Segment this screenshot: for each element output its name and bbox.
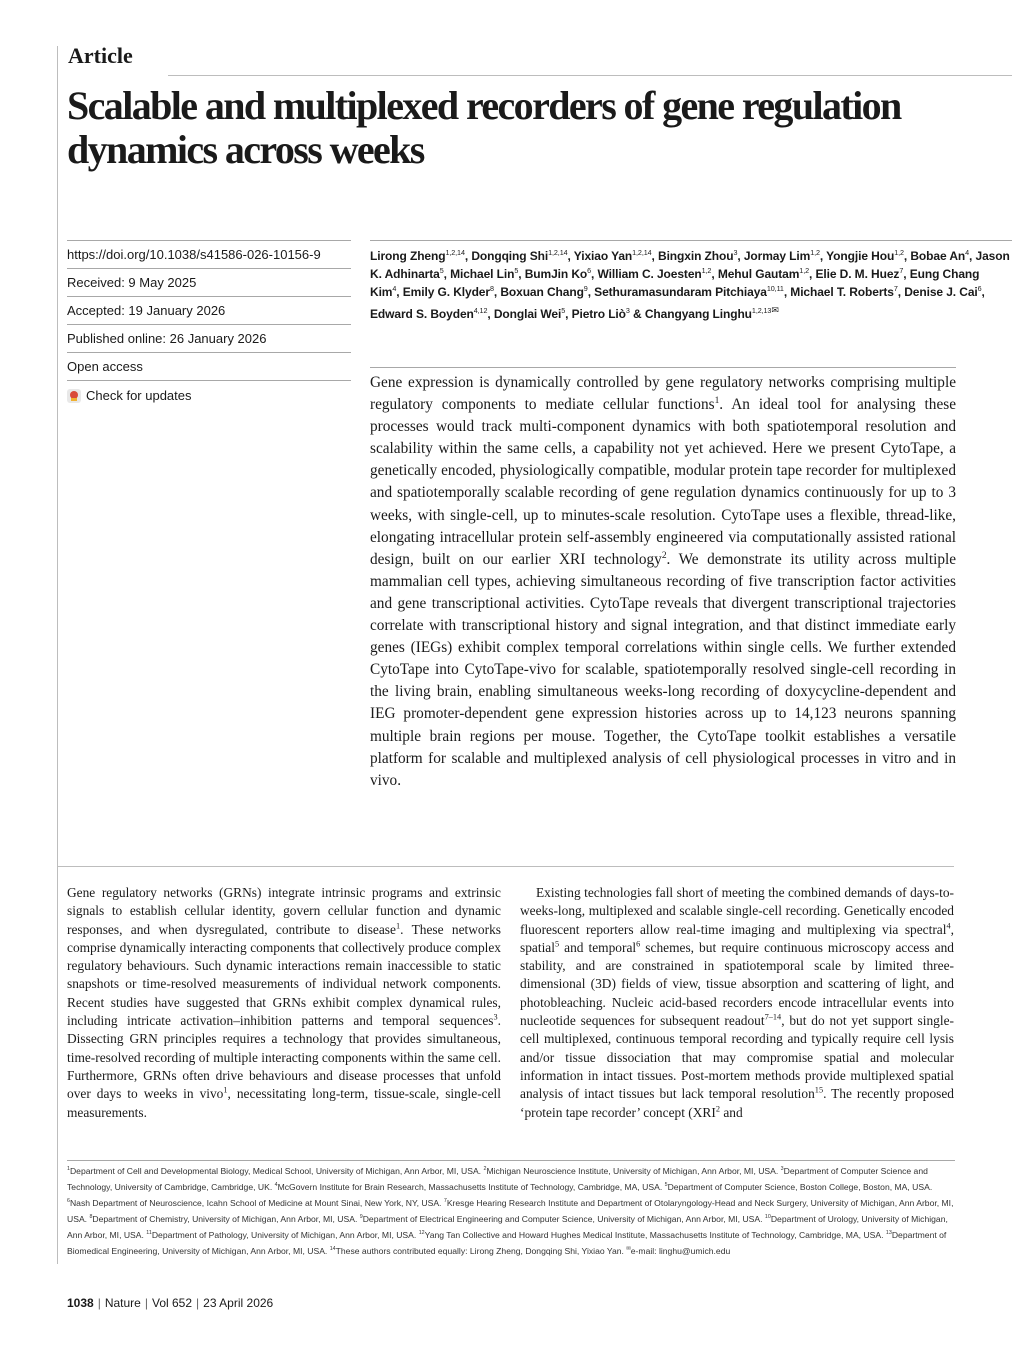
text-run: and temporal: [559, 939, 637, 955]
text-run: Department of Urology, University of Michigan, Ann Arbor, MI, USA.: [67, 1214, 948, 1240]
text-run: Yang Tan Collective and Howard Hughes Medical Institute, Massachusetts Institute of Technology, Cambridge, MA, USA.: [424, 1230, 886, 1240]
author-name[interactable]: Michael Lin: [450, 267, 515, 281]
citation-superscript: 1: [223, 1085, 228, 1095]
text-run: Existing technologies fall short of meeting the combined demands of days-to-weeks-long, multiplexed and scalable single-cell recording. Genetically encoded fluorescent reporters allow real-time imaging and multiplexing via spectral: [520, 885, 954, 937]
citation-superscript: 10: [764, 1214, 771, 1221]
text-run: These authors contributed equally: Lirong Zheng, Dongqing Shi, Yixiao Yan.: [335, 1246, 627, 1256]
author-affiliation: 6: [977, 284, 982, 293]
text-run: Nash Department of Neuroscience, Icahn School of Medicine at Mount Sinai, New York, NY, USA.: [69, 1198, 444, 1208]
citation-superscript: 7: [443, 1198, 447, 1205]
text-run: Department of Computer Science and Technology, University of Cambridge, Cambridge, UK.: [67, 1166, 928, 1192]
author-affiliation: 1,2,14: [548, 248, 568, 257]
left-margin-rule: [57, 46, 58, 1264]
author-name[interactable]: Lirong Zheng: [370, 249, 446, 263]
author-affiliation: 9: [583, 284, 588, 293]
page-number: 1038: [67, 1296, 94, 1310]
citation-superscript: 8: [89, 1214, 93, 1221]
author-name[interactable]: Yongjie Hou: [826, 249, 895, 263]
journal-name: Nature: [104, 1296, 141, 1310]
author-affiliation: 1,2,13: [751, 306, 772, 315]
citation-superscript: 1: [67, 1166, 70, 1173]
author-name[interactable]: Elie D. M. Huez: [815, 267, 900, 281]
author-name[interactable]: Dongqing Shi: [471, 249, 549, 263]
body-column-right: [520, 884, 954, 1122]
citation-superscript: 6: [636, 939, 641, 949]
author-name[interactable]: Changyang Linghu: [644, 307, 752, 321]
author-name[interactable]: Denise J. Cai: [904, 285, 978, 299]
author-name[interactable]: Bingxin Zhou: [658, 249, 734, 263]
citation-superscript: 2: [715, 1104, 720, 1114]
doi-link[interactable]: https://doi.org/10.1038/s41586-026-10156-9: [67, 240, 351, 268]
author-affiliation: 7: [899, 266, 904, 275]
text-run: McGovern Institute for Brain Research, Massachusetts Institute of Technology, Cambridge, MA, USA.: [277, 1182, 665, 1192]
author-name[interactable]: Eung Chang Kim: [370, 267, 980, 299]
citation-superscript: 5: [554, 939, 560, 949]
text-run: Gene regulatory networks (GRNs) integrate intrinsic programs and extrinsic signals to establish cellular identity, govern cellular function and dynamic responses, and when dysregulated, contribute to disease: [67, 885, 501, 937]
text-run: . These networks comprise dynamically interacting components that collectively produce complex regulatory behaviours. Such dynamic interactions remain inaccessible to static snapshots or time-resolved measurements of individual network components. Recent studies have suggested that GRNs exhibit complex dynamical rules, including intricate activation–inhibition patterns and temporal sequences: [67, 921, 501, 1029]
text-run: and: [719, 1104, 743, 1120]
citation-superscript: 9: [359, 1214, 363, 1221]
text-run: Kresge Hearing Research Institute and Department of Otolaryngology-Head and Neck Surgery, University of Michigan, Ann Arbor, MI, USA.: [67, 1198, 954, 1224]
text-run: Department of Cell and Developmental Biology, Medical School, University of Michigan, Ann Arbor, MI, USA.: [69, 1166, 484, 1176]
text-run: Department of Biomedical Engineering, University of Michigan, Ann Arbor, MI, USA.: [67, 1230, 947, 1256]
citation-superscript: 6: [67, 1198, 70, 1205]
received-date: Received: 9 May 2025: [67, 268, 351, 296]
header-rule: [168, 75, 1012, 76]
text-run: , necessitating long-term, tissue-scale, single-cell measurements.: [67, 1086, 501, 1120]
author-affiliation: 1,2,14: [632, 248, 652, 257]
author-affiliation: 4,12: [473, 306, 488, 315]
author-affiliation: 3: [733, 248, 738, 257]
abstract: [370, 367, 956, 792]
article-title: Scalable and multiplexed recorders of gene regulation dynamics across weeks: [67, 83, 901, 172]
open-access-label: Open access: [67, 352, 351, 381]
author-affiliation: 7: [893, 284, 898, 293]
issue-date: 23 April 2026: [203, 1296, 274, 1310]
author-name[interactable]: Edward S. Boyden: [370, 307, 474, 321]
author-name[interactable]: Mehul Gautam: [717, 267, 800, 281]
author-affiliation: 4: [965, 248, 970, 257]
text-run: schemes, but require continuous microscopy access and stability, and are constrained in spatiotemporal scale by limited three-dimensional (3D) fields of view, tissue absorption and scattering of light, and photobleaching. Nucleic acid-based recorders encode intracellular events into nucleotide sequences for subsequent readout: [520, 939, 955, 1029]
author-name[interactable]: Bobae An: [910, 249, 966, 263]
author-name[interactable]: Sethuramasundaram Pitchiaya: [594, 285, 767, 299]
citation-superscript: 3: [493, 1012, 498, 1022]
check-for-updates-button[interactable]: [67, 381, 351, 410]
author-name[interactable]: Pietro Liò: [571, 307, 626, 321]
page-footer: 1038 | Nature | Vol 652 | 23 April 2026: [67, 1296, 274, 1310]
text-run: e-mail: linghu@umich.edu: [630, 1246, 731, 1256]
author-affiliation: 1,2: [810, 248, 820, 257]
citation-superscript: 2: [661, 550, 667, 561]
citation-superscript: 3: [780, 1166, 784, 1173]
text-run: . We demonstrate its utility across multiple mammalian cell types, achieving simultaneous recording of five transcription factor activities and gene transcriptional activities. CytoTape reveals that divergent transcriptional trajectories correlate with transcriptional history and signal integration, and that distinct immediate early genes (IEGs) exhibit complex temporal correlations within single cells. We further extended CytoTape into CytoTape-vivo for scalable, spatiotemporally resolved single-cell recording in the living brain, enabling simultaneous weeks-long recording of doxycycline-dependent and IEG promoter-dependent gene expression histories across up to 14,123 neurons spanning multiple brain regions per mouse. Together, the CytoTape toolkit establishes a versatile platform for scalable and multiplexed analysis of cell physiological processes in vitro and in vivo.: [370, 550, 957, 789]
citation-superscript: 15: [814, 1085, 824, 1095]
text-run: , but do not yet support single-cell multiplexed, continuous temporal recording and typically require cell lysis and/or tissue dissociation that may compromise spatial and molecular information in intact tissues. Post-mortem methods provide multiplexed spatial analysis of intact tissues but lack temporal resolution: [520, 1013, 955, 1102]
citation-superscript: 4: [274, 1182, 278, 1189]
volume-label: Vol 652: [151, 1296, 193, 1310]
author-name[interactable]: BumJin Ko: [524, 267, 588, 281]
author-affiliation: 1,2: [894, 248, 904, 257]
text-run: . Dissecting GRN principles requires a technology that provides simultaneous, time-resolved recording of multiple interacting components within the same cell. Furthermore, GRNs often drive behaviours and disease processes that unfold over days to weeks in vivo: [67, 1013, 501, 1102]
text-run: Michigan Neuroscience Institute, University of Michigan, Ann Arbor, MI, USA.: [486, 1166, 781, 1176]
accepted-date: Accepted: 19 January 2026: [67, 296, 351, 324]
text-run: , spatial: [520, 921, 954, 955]
article-metadata: [67, 240, 351, 410]
check-for-updates-label: Check for updates: [86, 388, 192, 403]
citation-superscript: 13: [885, 1230, 892, 1237]
author-name[interactable]: Jason K. Adhinarta: [370, 249, 1010, 281]
citation-superscript: 14: [329, 1246, 336, 1253]
author-name[interactable]: Donglai Wei: [493, 307, 562, 321]
text-run: Gene expression is dynamically controlled by gene regulatory networks comprising multiple regulatory components to mediate cellular functions: [370, 374, 956, 414]
citation-superscript: 5: [664, 1182, 668, 1189]
author-affiliation: 5: [561, 306, 566, 315]
author-name[interactable]: William C. Joesten: [597, 267, 702, 281]
text-run: Department of Electrical Engineering and Computer Science, University of Michigan, Ann Arbor, MI, USA.: [362, 1214, 765, 1224]
author-name[interactable]: Jormay Lim: [743, 249, 811, 263]
text-run: . An ideal tool for analysing these processes would track multi-component dynamics with both spatiotemporal resolution and scalability within the same cells, a capability not yet achieved. Here we present CytoTape, a genetically encoded, physiologically compatible, modular protein tape recorder for multiplexed and spatiotemporally scalable recording of gene regulation dynamics continuously for up to 3 weeks, with single-cell, up to minutes-scale resolution. CytoTape uses a flexible, thread-like, elongating intracellular protein self-assembly engineered via computationally assisted rational design, built on our earlier XRI technology: [370, 396, 956, 568]
article-type-label: Article: [68, 43, 133, 68]
author-affiliation: 1,2: [701, 266, 712, 275]
author-affiliation: 8: [489, 284, 494, 293]
author-affiliation: 5: [439, 266, 444, 275]
author-affiliation: 6: [587, 266, 592, 275]
author-affiliation: 4: [392, 284, 397, 293]
text-run: Department of Chemistry, University of Michigan, Ann Arbor, MI, USA.: [92, 1214, 360, 1224]
citation-superscript: 1: [395, 921, 401, 931]
citation-superscript: 1: [714, 396, 720, 406]
author-name[interactable]: Yixiao Yan: [573, 249, 633, 263]
section-divider: [58, 866, 954, 867]
author-affiliation: 1,2,14: [445, 248, 465, 257]
crossmark-icon: [67, 389, 81, 403]
text-run: Department of Pathology, University of Michigan, Ann Arbor, MI, USA.: [151, 1230, 419, 1240]
author-affiliation: 1,2: [799, 266, 809, 275]
author-name[interactable]: Emily G. Klyder: [402, 285, 490, 299]
affiliations-footnote: [67, 1160, 955, 1259]
author-list: Lirong Zheng$^{1,2,14}$, Dongqing Shi$^{1,2,14}$, Yixiao Yan$^{1,2,14}$, Bingxin Zhou$^3$, Jormay Lim$^{1,2}$, Yongjie Hou$^{1,2}$, Bobae An$^4$, Jason K. Adhinarta$^5$, Michael Lin$^5$, BumJin Ko$^6$, William C. Joesten$^{1,2}$, Mehul Gautam$^{1,2}$, Elie D. M. Huez$^7$, Eung Chang Kim$^4$, Emily G. Klyder$^8$, Boxuan Chang$^9$, Sethuramasundaram Pitchiaya$^{10,11}$, Michael T. Roberts$^7$, Denise J. Cai$^6$, Edward S. Boyden$^{4,12}$, Donglai Wei$^5$, Pietro Liò$^3$ & Changyang Linghu$^{1,2,13✉}$: [370, 240, 1012, 323]
author-affiliation: 3: [625, 306, 630, 315]
body-column-left: [67, 884, 501, 1122]
text-run: . The recently proposed ‘protein tape recorder’ concept (XRI: [520, 1086, 955, 1120]
author-name[interactable]: Boxuan Chang: [500, 285, 584, 299]
citation-superscript: 12: [418, 1230, 425, 1237]
citation-superscript: 7–14: [764, 1012, 782, 1022]
citation-superscript: ✉: [626, 1246, 631, 1253]
text-run: Department of Computer Science, Boston College, Boston, MA, USA.: [667, 1182, 933, 1192]
author-affiliation: 5: [514, 266, 519, 275]
citation-superscript: 11: [146, 1230, 152, 1237]
published-date: Published online: 26 January 2026: [67, 324, 351, 352]
corresponding-author-envelope-icon[interactable]: ✉: [771, 305, 779, 315]
author-name[interactable]: Michael T. Roberts: [790, 285, 894, 299]
citation-superscript: 2: [483, 1166, 487, 1173]
citation-superscript: 4: [946, 921, 951, 931]
author-affiliation: 10,11: [766, 284, 784, 293]
